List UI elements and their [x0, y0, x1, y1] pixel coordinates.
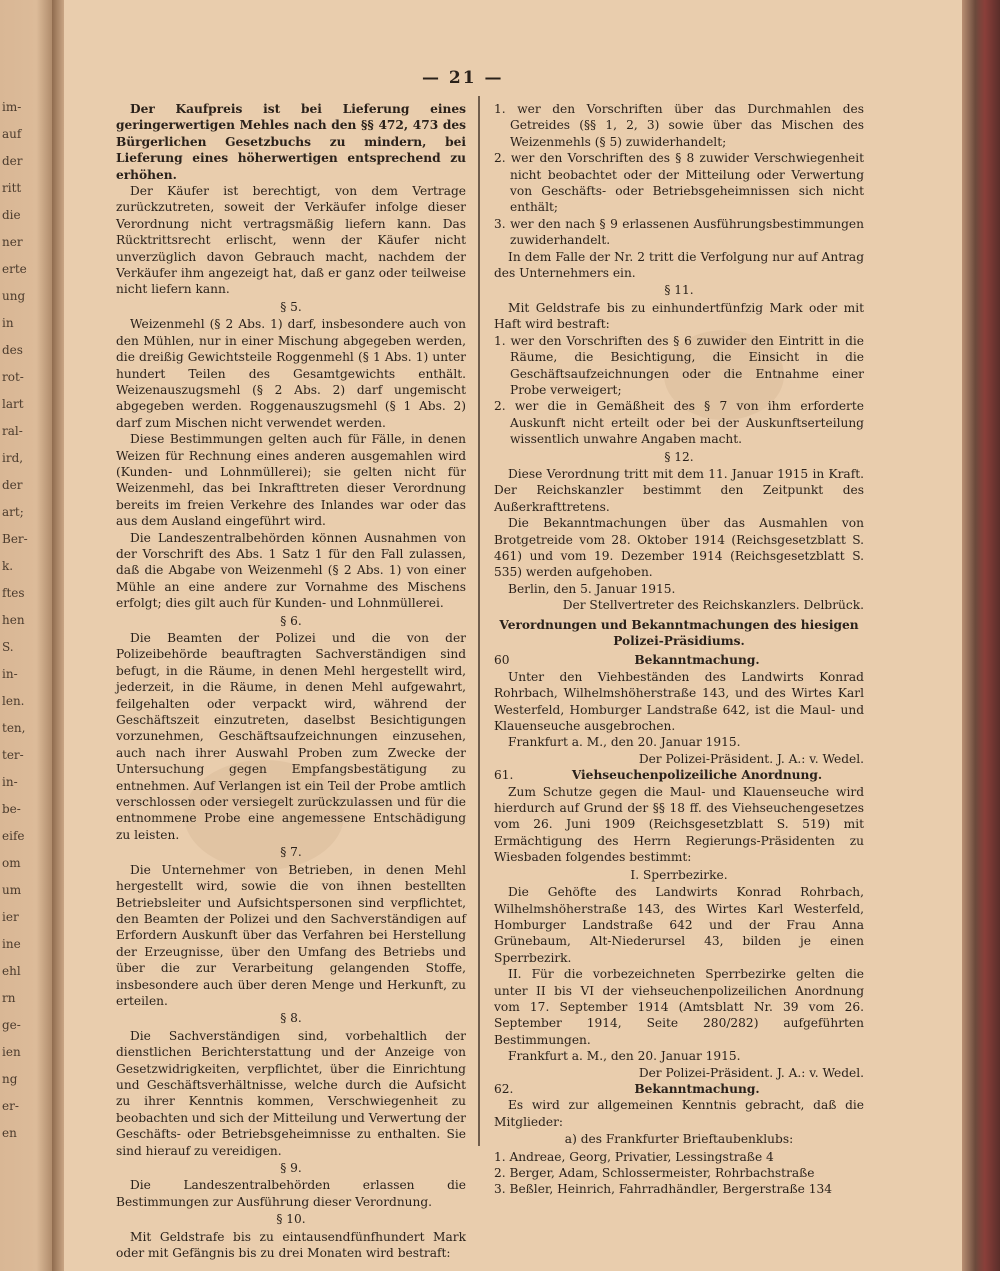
list-item: 3. wer den nach § 9 erlassenen Ausführungsbestimmungen zuwiderhandelt.: [494, 216, 864, 248]
dateline: Frankfurt a. M., den 20. Januar 1915.: [508, 735, 741, 750]
previous-page-fragment: ird,: [2, 451, 24, 465]
previous-page-fragment: rn: [2, 991, 16, 1005]
previous-page-fragment: om: [2, 856, 21, 870]
section-heading: § 7.: [280, 845, 302, 860]
notice-number: 62.: [494, 1081, 514, 1096]
previous-page-fragment: rot-: [2, 370, 24, 384]
previous-page-fragment: hen: [2, 613, 25, 627]
previous-page-fragment: in-: [2, 775, 18, 789]
paragraph: Diese Bestimmungen gelten auch für Fälle, in denen Weizen für Rechnung eines anderen ausgemahlen wird (Kunden- und Lohnmüllerei); sie gelten nicht für Weizenmehl, das bei Inkrafttreten dieser Verordnung bereits im freien Verkehre des Inlandes war oder das aus dem Ausland eingeführt wird.: [116, 432, 466, 529]
paragraph: Der Kaufpreis ist bei Lieferung eines geringerwertigen Mehles nach den §§ 472, 473 des Bürgerlichen Gesetzbuchs zu mindern, bei Lieferung eines höherwertigen entsprechend zu erhöhen.: [116, 102, 466, 182]
paragraph: II. Für die vorbezeichneten Sperrbezirke gelten die unter II bis VI der viehseuchenpolizeilichen Anordnung vom 17. September 1914 (Amtsblatt Nr. 39 vom 26. September 1914, Seite 280/282) aufgeführten Bestimmungen.: [494, 967, 864, 1047]
previous-page-fragment: en: [2, 1126, 17, 1140]
subsection-heading: a) des Frankfurter Brieftaubenklubs:: [564, 1132, 794, 1147]
previous-page-fragment: in-: [2, 667, 18, 681]
right-column: [494, 101, 864, 1198]
previous-page-fragment: des: [2, 343, 23, 357]
previous-page-fragment: der: [2, 478, 23, 492]
signature: Der Polizei-Präsident. J. A.: v. Wedel.: [638, 751, 864, 766]
previous-page-fragment: ten,: [2, 721, 26, 735]
notice-number: 61.: [494, 768, 514, 783]
previous-page-fragment: ng: [2, 1072, 18, 1086]
previous-page-fragment: ritt: [2, 181, 22, 195]
previous-page-fragment: ter-: [2, 748, 24, 762]
signature: Der Polizei-Präsident. J. A.: v. Wedel.: [638, 1065, 864, 1080]
paragraph: Die Landeszentralbehörden erlassen die Bestimmungen zur Ausführung dieser Verordnung.: [116, 1178, 466, 1209]
previous-page-fragment: der: [2, 154, 23, 168]
previous-page-fragment: erte: [2, 262, 27, 276]
subsection-heading: I. Sperrbezirke.: [630, 867, 728, 882]
paragraph: Diese Verordnung tritt mit dem 11. Januar 1915 in Kraft. Der Reichskanzler bestimmt den Zeitpunkt des Außerkrafttretens.: [494, 466, 864, 514]
previous-page-fragment: ral-: [2, 424, 23, 438]
previous-page-fragment: S.: [2, 640, 14, 654]
notice-header: [494, 1081, 864, 1097]
previous-page-fragment: ier: [2, 910, 19, 924]
page-gutter: [52, 0, 64, 1271]
previous-page-fragment: ine: [2, 937, 21, 951]
notice-header: [494, 652, 864, 668]
paragraph: Die Bekanntmachungen über das Ausmahlen von Brotgetreide vom 28. Oktober 1914 (Reichsgesetzblatt S. 461) und vom 19. Dezember 1914 (Reichsgesetzblatt S. 535) werden aufgehoben.: [494, 516, 864, 580]
list-item: 2. wer den Vorschriften des § 8 zuwider Verschwiegenheit nicht beobachtet oder der Mitteilung oder Verwertung von Geschäfts- oder Betriebsgeheimnissen sich nicht enthält;: [494, 151, 864, 215]
paragraph: Die Gehöfte des Landwirts Konrad Rohrbach, Wilhelmshöherstraße 143, des Wirtes Karl Westerfeld, Homburger Landstraße 642 und der Frau Anna Grünebaum, Alt-Niederursel 43, bilden je einen Sperrbezirk.: [494, 885, 864, 965]
section-heading: § 9.: [280, 1161, 302, 1175]
previous-page-fragment: lart: [2, 397, 24, 411]
paragraph: Unter den Viehbeständen des Landwirts Konrad Rohrbach, Wilhelmshöherstraße 143, und des Wirtes Karl Westerfeld, Homburger Landstraße 642, ist die Maul- und Klauenseuche ausgebrochen.: [494, 669, 864, 734]
paragraph: Mit Geldstrafe bis zu einhundertfünfzig Mark oder mit Haft wird bestraft:: [494, 300, 864, 332]
previous-page-fragment: ung: [2, 289, 26, 303]
member-item: 3. Beßler, Heinrich, Fahrradhändler, Bergerstraße 134: [494, 1182, 833, 1197]
notice-title: Viehseuchenpolizeiliche Anordnung.: [571, 768, 823, 783]
previous-page-fragment: ge-: [2, 1018, 21, 1032]
paragraph: Die Landeszentralbehörden können Ausnahmen von der Vorschrift des Abs. 1 Satz 1 für den Fall zulassen, daß die Abgabe von Weizenmehl (§ 2 Abs. 1) von einer Mühle an eine andere zur Vornahme des Mischens erfolgt; dies gilt auch für Kunden- und Lohnmüllerei.: [116, 530, 466, 611]
section-heading: § 12.: [664, 449, 694, 464]
previous-page-fragment: im-: [2, 100, 22, 114]
previous-page-fragment: len.: [2, 694, 25, 708]
previous-page-fragment: in: [2, 316, 14, 330]
paragraph: Mit Geldstrafe bis zu eintausendfünfhundert Mark oder mit Gefängnis bis zu drei Monaten wird bestraft:: [116, 1229, 466, 1261]
previous-page-edge: [0, 0, 52, 1271]
paragraph: Der Käufer ist berechtigt, von dem Vertrage zurückzutreten, soweit der Verkäufer infolge dieser Verordnung nicht vertragsmäßig liefern kann. Das Rücktrittsrecht erlischt, wenn der Käufer nicht unverzüglich davon Gebrauch macht, nachdem der Verkäufer ihm angezeigt hat, daß er ganz oder teilweise nicht liefern kann.: [116, 184, 466, 297]
list-item: 1. wer den Vorschriften über das Durchmahlen des Getreides (§§ 1, 2, 3) sowie über das Mischen des Weizenmehls (§ 5) zuwiderhandelt;: [494, 102, 864, 149]
left-column: [116, 101, 466, 1261]
previous-page-fragment: auf: [2, 127, 22, 141]
paragraph: Zum Schutze gegen die Maul- und Klauenseuche wird hierdurch auf Grund der §§ 18 ff. des Viehseuchengesetzes vom 26. Juni 1909 (Reichsgesetzblatt S. 519) mit Ermächtigung des Herrn Regierungs-Präsidenten zu Wiesbaden folgendes bestimmt:: [494, 784, 864, 865]
section-heading: § 5.: [280, 299, 302, 314]
book-binding: [962, 0, 1000, 1271]
previous-page-fragment: ner: [2, 235, 23, 249]
previous-page-fragment: eife: [2, 829, 25, 843]
paragraph: Weizenmehl (§ 2 Abs. 1) darf, insbesondere auch von den Mühlen, nur in einer Mischung abgegeben werden, die dreißig Gewichtsteile Roggenmehl (§ 1 Abs. 1) unter hundert Teilen des Gesamtgewichts enthält. Weizenauszugsmehl (§ 2 Abs. 2) darf ungemischt abgegeben werden. Roggenauszugsmehl (§ 1 Abs. 2) darf zum Mischen nicht verwendet werden.: [116, 317, 466, 430]
notice-header: [494, 767, 864, 783]
paragraph: Es wird zur allgemeinen Kenntnis gebracht, daß die Mitglieder:: [494, 1098, 864, 1129]
notice-title: Bekanntmachung.: [634, 653, 760, 668]
previous-page-fragment: k.: [2, 559, 14, 573]
section-heading: § 11.: [664, 283, 694, 298]
previous-page-fragment: die: [2, 208, 21, 222]
previous-page-fragment: art;: [2, 505, 24, 519]
section-title: Verordnungen und Bekanntmachungen des hiesigen Polizei-Präsidiums.: [499, 617, 859, 648]
member-item: 2. Berger, Adam, Schlossermeister, Rohrbachstraße: [494, 1166, 815, 1180]
previous-page-fragment: ehl: [2, 964, 21, 978]
signature: Der Stellvertreter des Reichskanzlers. Delbrück.: [562, 598, 864, 613]
dateline: Frankfurt a. M., den 20. Januar 1915.: [508, 1049, 741, 1064]
paragraph: Die Beamten der Polizei und die von der Polizeibehörde beauftragten Sachverständigen sind befugt, in die Räume, in denen Mehl hergestellt wird, jederzeit, in die Räume, in denen Mehl aufgewahrt, feilgehalten oder verpackt wird, während der Geschäftszeit einzutreten, daselbst Besichtigungen vorzunehmen, Geschäftsaufzeichnungen einzusehen, auch nach ihrer Auswahl Proben zum Zwecke der Untersuchung gegen Empfangsbestätigung zu entnehmen. Auf Verlangen ist ein Teil der Probe amtlich verschlossen oder versiegelt zurückzulassen und für die entnommene Probe eine angemessene Entschädigung zu leisten.: [116, 631, 466, 842]
section-heading: § 8.: [280, 1011, 302, 1026]
list-item: 1. wer den Vorschriften des § 6 zuwider den Eintritt in die Räume, die Besichtigung, die Einsicht in die Geschäftsaufzeichnungen oder die Entnahme einer Probe verweigert;: [494, 333, 864, 397]
previous-page-fragment: ien: [2, 1045, 21, 1059]
previous-page-fragment: ftes: [2, 586, 25, 600]
previous-page-fragment: um: [2, 883, 22, 897]
notice-title: Bekanntmachung.: [634, 1081, 760, 1096]
section-heading: § 10.: [276, 1212, 306, 1227]
list-item: 2. wer die in Gemäßheit des § 7 von ihm erforderte Auskunft nicht erteilt oder bei der Auskunftserteilung wissentlich unwahre Angaben macht.: [494, 399, 864, 447]
paragraph: In dem Falle der Nr. 2 tritt die Verfolgung nur auf Antrag des Unternehmers ein.: [494, 249, 864, 281]
previous-page-fragment: Ber-: [2, 532, 28, 546]
previous-page-fragment: be-: [2, 802, 21, 816]
notice-number: 60: [494, 653, 510, 668]
paragraph: Die Unternehmer von Betrieben, in denen Mehl hergestellt wird, sowie die von ihnen bestellten Betriebsleiter und Aufsichtspersonen sind verpflichtet, den Beamten der Polizei und den Sachverständigen auf Erfordern Auskunft über das Verfahren bei Herstellung der Erzeugnisse, über den Umfang des Betriebs und über die zur Verarbeitung gelangenden Stoffe, insbesondere auch über deren Menge und Herkunft, zu erteilen.: [116, 862, 466, 1008]
section-heading: § 6.: [280, 613, 302, 628]
dateline: Berlin, den 5. Januar 1915.: [508, 581, 676, 596]
column-divider: [478, 96, 480, 1146]
page-number: — 21 —: [422, 68, 504, 88]
member-item: 1. Andreae, Georg, Privatier, Lessingstraße 4: [494, 1149, 774, 1164]
paragraph: Die Sachverständigen sind, vorbehaltlich der dienstlichen Berichterstattung und der Anzeige von Gesetzwidrigkeiten, verpflichtet, über die Einrichtung und Geschäftsverhältnisse, welche durch die Aufsicht zu ihrer Kenntnis kommen, Verschwiegenheit zu beobachten und sich der Mitteilung und Verwertung der Geschäfts- oder Betriebsgeheimnisse zu enthalten. Sie sind hierauf zu vereidigen.: [116, 1028, 466, 1158]
document-page: [64, 0, 962, 1271]
previous-page-fragment: er-: [2, 1099, 19, 1113]
